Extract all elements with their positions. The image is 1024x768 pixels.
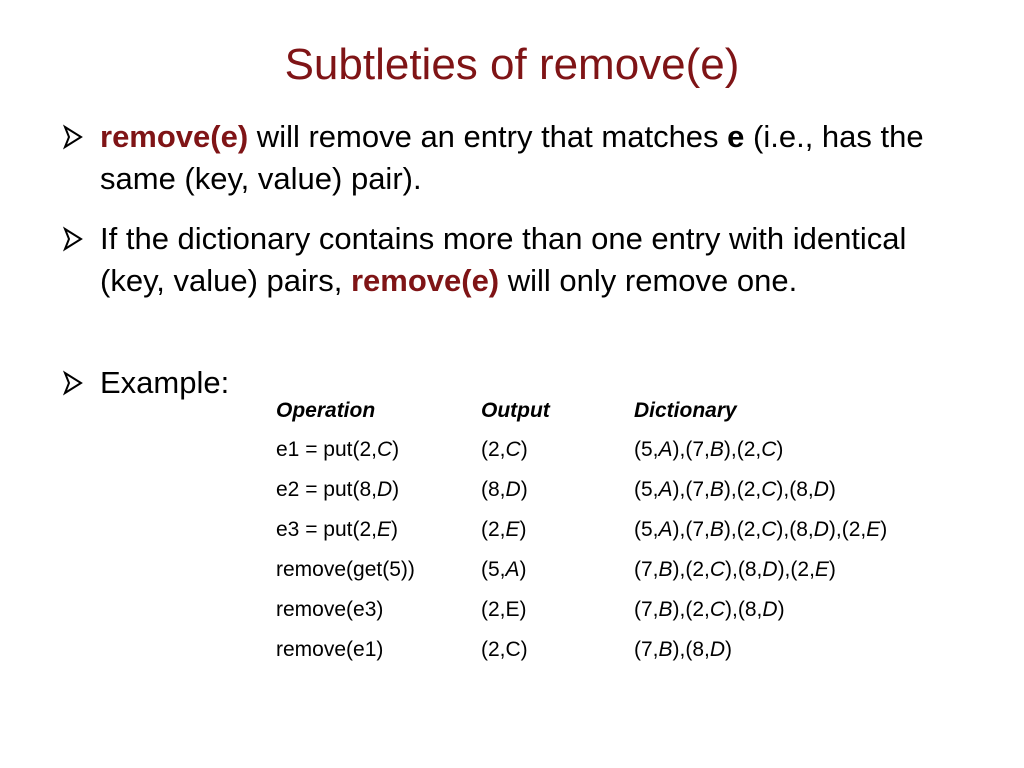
table-row (270, 630, 960, 670)
dictionary-cell (628, 550, 960, 590)
table-header-row (270, 392, 960, 430)
cell-text-segment: (8, (481, 478, 506, 501)
arrow-bullet-icon (62, 364, 86, 402)
cell-text-segment: remove(get(5)) (276, 558, 415, 581)
operation-cell (270, 630, 475, 670)
slide-title: Subtleties of remove(e) (284, 40, 740, 89)
table-row (270, 590, 960, 630)
cell-text-segment: ),(8, (672, 638, 710, 661)
cell-text-segment: (2,E) (481, 598, 527, 621)
cell-text-segment: remove(e3) (276, 598, 384, 621)
cell-text-segment: ),(7, (672, 478, 710, 501)
cell-text-segment: D (762, 598, 778, 621)
operation-cell (270, 590, 475, 630)
cell-text-segment: ),(8, (776, 478, 814, 501)
cell-text-segment: ) (392, 478, 400, 501)
cell-text-segment: B (709, 438, 724, 461)
cell-text-segment: ),(2, (672, 598, 710, 621)
output-cell (475, 630, 628, 670)
table-row (270, 510, 960, 550)
output-cell (475, 590, 628, 630)
operation-cell (270, 550, 475, 590)
cell-text-segment: D (709, 638, 726, 661)
cell-text-segment: C (505, 438, 521, 461)
cell-text-segment: ) (725, 638, 733, 661)
dictionary-cell (628, 630, 960, 670)
dictionary-cell (628, 510, 960, 550)
cell-text-segment: ) (391, 518, 399, 541)
cell-text-segment: (2, (481, 518, 506, 541)
cell-text-segment: E (866, 518, 881, 541)
cell-text-segment: e1 = put(2, (276, 438, 377, 461)
bullet-item (62, 218, 962, 302)
cell-text-segment: ) (777, 598, 785, 621)
cell-text-segment: E (377, 518, 392, 541)
output-cell (475, 430, 628, 470)
bullet-item (62, 116, 962, 200)
cell-text-segment: E (505, 518, 520, 541)
cell-text-segment: B (709, 478, 724, 501)
cell-text-segment: (5, (634, 518, 659, 541)
cell-text-segment: ),(2, (828, 518, 867, 541)
bullet-text-segment: remove(e) (100, 119, 249, 154)
cell-text-segment: ) (520, 478, 528, 501)
cell-text-segment: (5, (634, 438, 659, 461)
cell-text-segment: remove(e1) (276, 638, 384, 661)
cell-text-segment: B (709, 518, 724, 541)
arrow-bullet-icon (62, 220, 86, 258)
cell-text-segment: D (813, 518, 829, 541)
cell-text-segment: C (761, 438, 777, 461)
bullet-text-segment: will only remove one. (499, 263, 798, 298)
cell-text-segment: e3 = put(2, (276, 518, 377, 541)
table-row (270, 550, 960, 590)
cell-text-segment: ),(2, (723, 518, 762, 541)
cell-text-segment: D (505, 478, 521, 501)
header-dictionary: Dictionary (634, 399, 737, 422)
cell-text-segment: ),(2, (672, 558, 710, 581)
table-row (270, 430, 960, 470)
operation-cell (270, 430, 475, 470)
cell-text-segment: ),(8, (725, 558, 763, 581)
cell-text-segment: (7, (634, 598, 659, 621)
cell-text-segment: ) (392, 438, 400, 461)
cell-text-segment: (2,C) (481, 638, 528, 661)
cell-text-segment: (7, (634, 638, 659, 661)
output-cell (475, 510, 628, 550)
dictionary-cell (628, 470, 960, 510)
cell-text-segment: ) (519, 558, 527, 581)
table-body (270, 430, 960, 670)
cell-text-segment: ),(8, (776, 518, 814, 541)
cell-text-segment: ) (520, 438, 528, 461)
cell-text-segment: B (658, 598, 673, 621)
arrow-bullet-icon (62, 118, 86, 156)
bullet-text (100, 218, 962, 302)
cell-text-segment: C (709, 558, 726, 581)
bullet-text-segment: will remove an entry that matches (248, 119, 728, 154)
cell-text-segment: C (761, 478, 777, 501)
header-output: Output (481, 399, 550, 422)
cell-text-segment: C (761, 518, 777, 541)
cell-text-segment: ) (776, 438, 784, 461)
cell-text-segment: E (814, 558, 829, 581)
cell-text-segment: ) (880, 518, 888, 541)
cell-text-segment: C (377, 438, 393, 461)
cell-text-segment: (7, (634, 558, 659, 581)
cell-text-segment: B (658, 558, 673, 581)
cell-text-segment: A (658, 518, 673, 541)
cell-text-segment: ),(2, (777, 558, 815, 581)
cell-text-segment: ),(2, (723, 478, 762, 501)
cell-text-segment: ) (828, 558, 836, 581)
cell-text-segment: ) (519, 518, 527, 541)
header-operation: Operation (276, 399, 376, 422)
cell-text-segment: A (658, 438, 673, 461)
cell-text-segment: (5, (634, 478, 659, 501)
table-row (270, 470, 960, 510)
example-table (270, 392, 960, 670)
cell-text-segment: A (505, 558, 520, 581)
cell-text-segment: ) (828, 478, 836, 501)
cell-text-segment: D (762, 558, 778, 581)
cell-text-segment: B (658, 638, 673, 661)
bullet-text-segment: Example: (100, 365, 230, 400)
bullet-text-segment: (i.e., has the same (key, value) pair). (100, 119, 924, 196)
operation-cell (270, 470, 475, 510)
cell-text-segment: (2, (481, 438, 506, 461)
bullet-text-segment: e (727, 119, 745, 154)
dictionary-cell (628, 430, 960, 470)
bullet-text-segment: If the dictionary contains more than one entry with identical (key, value) pairs, (100, 221, 907, 298)
cell-text-segment: D (377, 478, 393, 501)
output-cell (475, 550, 628, 590)
cell-text-segment: ),(7, (672, 518, 710, 541)
cell-text-segment: e2 = put(8, (276, 478, 377, 501)
cell-text-segment: ),(8, (725, 598, 763, 621)
dictionary-cell (628, 590, 960, 630)
cell-text-segment: (5, (481, 558, 506, 581)
bullet-text-segment: remove(e) (350, 263, 500, 298)
cell-text-segment: C (709, 598, 726, 621)
cell-text-segment: ),(7, (672, 438, 710, 461)
cell-text-segment: ),(2, (723, 438, 762, 461)
output-cell (475, 470, 628, 510)
cell-text-segment: D (813, 478, 829, 501)
cell-text-segment: A (658, 478, 673, 501)
bullet-text (100, 116, 962, 200)
operation-cell (270, 510, 475, 550)
